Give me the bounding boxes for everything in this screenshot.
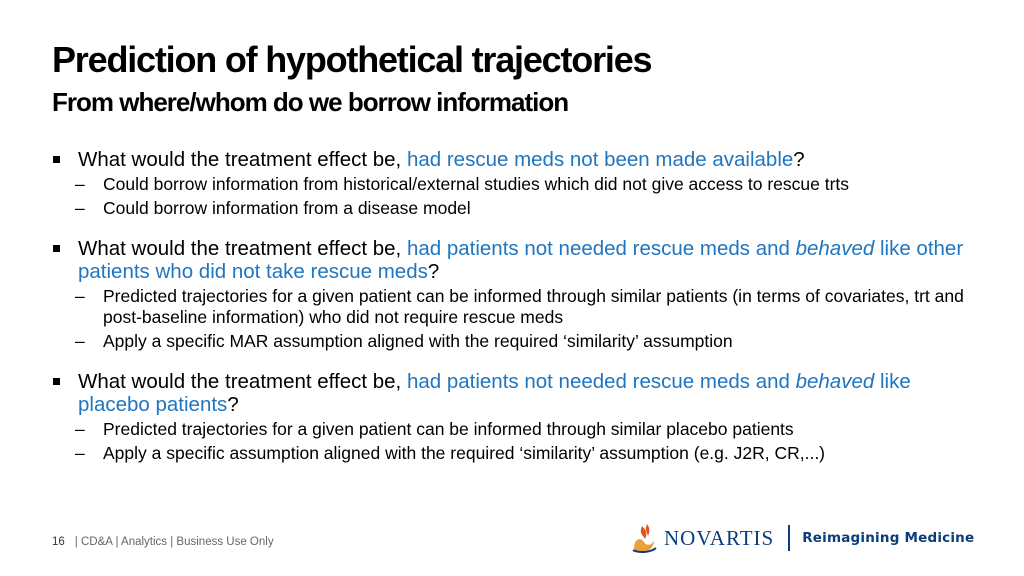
bullet-section-1 <box>52 148 982 219</box>
brand-name: NOVARTIS <box>664 525 775 550</box>
bullet-3-highlight-2: like placebo patients <box>78 370 911 416</box>
bullet-2-suffix: ? <box>427 260 440 283</box>
dash-bullet-icon: – <box>75 419 85 439</box>
bullet-2-highlight: had patients not needed rescue meds and <box>406 237 796 260</box>
slide-title: Prediction of hypothetical trajectories <box>52 39 652 80</box>
sub-bullet-1-2 <box>52 198 982 219</box>
bullet-section-3 <box>52 370 982 464</box>
novartis-flame-icon <box>630 522 658 554</box>
dash-bullet-icon: – <box>75 331 85 351</box>
novartis-logo <box>630 518 974 558</box>
bullet-2 <box>52 237 982 283</box>
bullet-3-suffix: ? <box>227 393 239 416</box>
square-bullet-icon <box>53 245 60 252</box>
slide-content <box>52 148 982 477</box>
sub-bullet-2-2 <box>52 331 982 352</box>
sub-bullet-1-1 <box>52 174 982 195</box>
bullet-2-highlight-2: like other patients who did not take rescue meds <box>78 237 964 283</box>
bullet-3-prefix: What would the treatment effect be, <box>78 370 407 393</box>
sub-bullet-3-2 <box>52 443 933 464</box>
bullet-2-italic: behaved <box>795 237 875 260</box>
brand-tagline: Reimagining Medicine <box>802 530 975 546</box>
bullet-3-italic: behaved <box>795 370 875 393</box>
bullet-1-suffix: ? <box>793 148 805 171</box>
sub-bullet-text: Predicted trajectories for a given patient can be informed through similar placebo patients <box>103 419 794 439</box>
sub-bullet-text: Could borrow information from historical/external studies which did not give access to rescue trts <box>103 174 850 194</box>
bullet-section-2 <box>52 237 982 352</box>
page-number: 16 <box>52 536 65 548</box>
bullet-2-prefix: What would the treatment effect be, <box>78 237 407 260</box>
dash-bullet-icon: – <box>75 286 85 306</box>
bullet-3-highlight: had patients not needed rescue meds and <box>406 370 796 393</box>
sub-bullet-2-1 <box>52 286 982 328</box>
dash-bullet-icon: – <box>75 174 85 194</box>
square-bullet-icon <box>53 156 60 163</box>
dash-bullet-icon: – <box>75 198 85 218</box>
bullet-1 <box>52 148 982 171</box>
logo-divider <box>788 525 790 551</box>
sub-bullet-3-1 <box>52 419 982 440</box>
sub-bullet-text: Apply a specific MAR assumption aligned with the required ‘similarity’ assumption <box>103 331 733 351</box>
footer-text: | CD&A | Analytics | Business Use Only <box>74 536 274 548</box>
bullet-1-highlight: had rescue meds not been made available <box>406 148 794 171</box>
slide-footer <box>52 536 274 548</box>
dash-bullet-icon: – <box>75 443 85 463</box>
sub-bullet-text: Apply a specific assumption aligned with the required ‘similarity’ assumption (e.g. J2R, CR,...) <box>103 443 826 463</box>
bullet-3 <box>52 370 982 416</box>
slide-subtitle: From where/whom do we borrow information <box>52 87 569 117</box>
square-bullet-icon <box>53 378 60 385</box>
bullet-1-prefix: What would the treatment effect be, <box>78 148 407 171</box>
sub-bullet-text: Predicted trajectories for a given patient can be informed through similar patients (in terms of covariates, trt and post-baseline information) who did not require rescue meds <box>103 286 964 327</box>
sub-bullet-text: Could borrow information from a disease model <box>103 198 471 218</box>
